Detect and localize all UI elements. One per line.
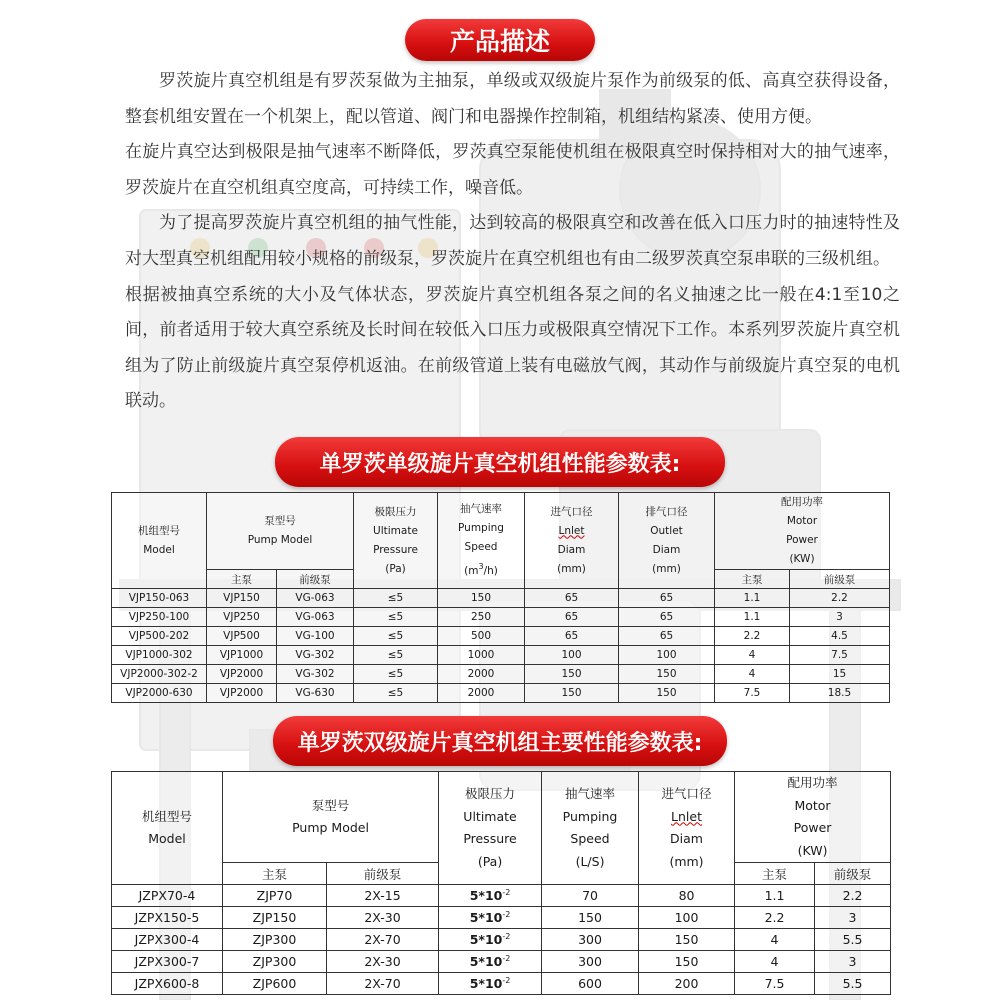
table-cell: ZJP300: [223, 951, 327, 973]
cell-text: 机组型号: [141, 808, 192, 824]
table-cell: [439, 929, 542, 951]
table-cell: ZJP600: [223, 973, 327, 995]
table-cell: 150: [525, 684, 619, 703]
table-cell: 2X-30: [327, 951, 439, 973]
table-cell: 150: [639, 951, 735, 973]
table-cell: 65: [525, 589, 619, 608]
cell-text: 进气口径: [550, 505, 593, 518]
t1-header-outlet: [619, 493, 715, 589]
cell-text: 5*10: [469, 910, 503, 925]
table-cell: 150: [438, 589, 525, 608]
table-cell: 2X-30: [327, 907, 439, 929]
cell-text: 5*10: [469, 888, 503, 903]
table-cell: VG-302: [277, 665, 354, 684]
cell-text: Model: [148, 831, 186, 846]
table2-title-banner: [273, 716, 727, 766]
cell-text: 3: [478, 562, 484, 571]
cell-text: 配用功率: [787, 775, 838, 790]
table-cell: VJP150-063: [112, 589, 207, 608]
cell-text: 机组型号: [138, 524, 180, 537]
table-cell: ≤5: [354, 665, 438, 684]
cell-text: 抽气速率: [565, 786, 616, 801]
table-cell: 4: [735, 929, 815, 951]
table-cell: VJP2000: [207, 684, 277, 703]
cell-text: Diam: [557, 543, 586, 556]
table-cell: [439, 951, 542, 973]
table-cell: VG-063: [277, 589, 354, 608]
table-cell: VJP150: [207, 589, 277, 608]
table-row: [112, 608, 890, 627]
table-cell: 150: [639, 929, 735, 951]
cell-text: Power: [793, 820, 832, 835]
table-cell: VG-302: [277, 646, 354, 665]
cell-text: Speed: [570, 831, 610, 846]
t2-header-speed: [542, 772, 639, 885]
cell-text: 泵型号: [264, 515, 296, 527]
cell-text: 泵型号: [311, 797, 350, 813]
cell-text: (Pa): [477, 853, 503, 869]
table-cell: 70: [542, 885, 639, 907]
t1-header-fore-pump: 前级泵: [277, 570, 354, 589]
cell-text: (mm): [652, 562, 681, 575]
table-cell: 2000: [438, 684, 525, 703]
table-cell: 7.5: [735, 973, 815, 995]
table-cell: 2.2: [715, 627, 790, 646]
table-row: [112, 646, 890, 665]
table-cell: 250: [438, 608, 525, 627]
table-cell: ZJP300: [223, 929, 327, 951]
cell-text: (Pa): [385, 562, 406, 575]
table-cell: 100: [525, 646, 619, 665]
table-cell: ≤5: [354, 589, 438, 608]
table-cell: [439, 973, 542, 995]
table-cell: VG-100: [277, 627, 354, 646]
cell-text: (KW): [797, 842, 828, 858]
table-row: [112, 929, 891, 951]
table-cell: ZJP70: [223, 885, 327, 907]
table-row: [112, 627, 890, 646]
t2-header-power-fore: 前级泵: [815, 863, 891, 885]
table-cell: JZPX150-5: [112, 907, 223, 929]
cell-text: Diam: [652, 543, 681, 556]
table-cell: 4: [715, 646, 790, 665]
table-cell: 2X-70: [327, 929, 439, 951]
table-row: [112, 973, 891, 995]
table-cell: 65: [619, 608, 715, 627]
table-cell: 18.5: [790, 684, 890, 703]
table2-two-stage-specs: [111, 771, 891, 995]
cell-text: Outlet: [650, 524, 683, 537]
table-cell: 2.2: [815, 885, 891, 907]
cell-text: (m: [464, 565, 479, 577]
table-cell: 2000: [438, 665, 525, 684]
table-cell: VG-630: [277, 684, 354, 703]
t2-header-fore-pump: 前级泵: [327, 863, 439, 885]
cell-text: 进气口径: [661, 786, 712, 801]
table-row: [112, 951, 891, 973]
table-cell: VJP250-100: [112, 608, 207, 627]
cell-text: -2: [502, 932, 511, 941]
description-paragraph-2: 在旋片真空达到极限是抽气速率不断降低，罗茨真空泵能使机组在极限真空时保持相对大的抽气速率，罗茨旋片在直空机组真空度高，可持续工作，噪音低。: [125, 142, 900, 198]
t2-header-model: [112, 772, 223, 885]
cell-text: 排气口径: [645, 505, 688, 518]
cell-text: (KW): [789, 553, 815, 565]
table-cell: 300: [542, 951, 639, 973]
cell-text: -2: [502, 976, 511, 985]
table-cell: 65: [619, 589, 715, 608]
table1-single-stage-specs: [111, 492, 890, 703]
cell-text: Lnlet: [671, 808, 702, 824]
product-description: [125, 64, 900, 420]
table1-title: 单罗茨单级旋片真空机组性能参数表:: [319, 451, 681, 477]
t2-header-power-main: 主泵: [735, 863, 815, 885]
t1-header-pump-model: [207, 493, 354, 570]
table-cell: ≤5: [354, 684, 438, 703]
table2-title: 单罗茨双级旋片真空机组主要性能参数表:: [297, 730, 703, 756]
table-cell: VJP2000: [207, 665, 277, 684]
table-cell: VJP2000-302-2: [112, 665, 207, 684]
cell-text: Speed: [464, 541, 498, 553]
table-cell: 2X-70: [327, 973, 439, 995]
t1-header-pressure: [354, 493, 438, 589]
table-cell: 4: [715, 665, 790, 684]
table-cell: 600: [542, 973, 639, 995]
table-cell: JZPX300-4: [112, 929, 223, 951]
table-cell: 5.5: [815, 929, 891, 951]
cell-text: 5*10: [469, 976, 503, 991]
cell-text: Pump Model: [292, 820, 369, 835]
cell-text: -2: [502, 954, 511, 963]
section-title: 产品描述: [449, 27, 550, 56]
table-cell: 7.5: [715, 684, 790, 703]
table-row: [112, 665, 890, 684]
cell-text: Pressure: [463, 831, 517, 846]
table-cell: 15: [790, 665, 890, 684]
t1-header-speed: [438, 493, 525, 589]
table-cell: 1.1: [715, 589, 790, 608]
cell-text: 极限压力: [465, 786, 516, 801]
table-cell: ≤5: [354, 646, 438, 665]
table-cell: ≤5: [354, 608, 438, 627]
table-cell: JZPX300-7: [112, 951, 223, 973]
description-paragraph-1: 罗茨旋片真空机组是有罗茨泵做为主抽泵，单级或双级旋片泵作为前级泵的低、高真空获得设备，整套机组安置在一个机架上，配以管道、阀门和电器操作控制箱，机组结构紧凑、使用方便。: [125, 71, 900, 127]
table-cell: 5.5: [815, 973, 891, 995]
table-cell: 80: [639, 885, 735, 907]
t2-header-inlet: [639, 772, 735, 885]
table-cell: 65: [525, 608, 619, 627]
table-cell: 2.2: [790, 589, 890, 608]
table-cell: 7.5: [790, 646, 890, 665]
table-cell: 3: [815, 951, 891, 973]
cell-text: -2: [502, 910, 511, 919]
table-cell: VJP1000: [207, 646, 277, 665]
table-cell: 1.1: [735, 885, 815, 907]
t2-header-power: [735, 772, 891, 863]
table-cell: 150: [619, 684, 715, 703]
table-cell: 150: [525, 665, 619, 684]
table-cell: JZPX600-8: [112, 973, 223, 995]
t2-header-pressure: [439, 772, 542, 885]
cell-text: (mm): [557, 562, 586, 575]
section-title-banner: [405, 19, 595, 61]
table-cell: 3: [815, 907, 891, 929]
table-cell: [439, 907, 542, 929]
description-paragraph-3: 为了提高罗茨旋片真空机组的抽气性能，达到较高的极限真空和改善在低入口压力时的抽速特性及对大型真空机组配用较小规格的前级泵，罗茨旋片在真空机组也有由二级罗茨真空泵串联的三级机组。: [125, 213, 900, 269]
cell-text: Motor: [794, 797, 831, 813]
cell-text: (mm): [669, 853, 704, 869]
t2-header-main-pump: 主泵: [223, 863, 327, 885]
table-cell: VJP1000-302: [112, 646, 207, 665]
table-row: [112, 589, 890, 608]
cell-text: Pumping: [458, 522, 504, 534]
t1-header-power-fore: 前级泵: [790, 570, 890, 589]
t1-header-power-main: 主泵: [715, 570, 790, 589]
cell-text: Power: [786, 534, 818, 546]
table-cell: ZJP150: [223, 907, 327, 929]
cell-text: 极限压力: [374, 505, 417, 518]
table-cell: 100: [639, 907, 735, 929]
cell-text: Pumping: [562, 808, 618, 824]
table-cell: 3: [790, 608, 890, 627]
t2-header-pump-model: [223, 772, 439, 863]
table-cell: [439, 885, 542, 907]
cell-text: /h): [483, 565, 498, 577]
table-cell: VJP2000-630: [112, 684, 207, 703]
table-cell: 2X-15: [327, 885, 439, 907]
table-cell: 500: [438, 627, 525, 646]
description-paragraph-4: 根据被抽真空系统的大小及气体状态，罗茨旋片真空机组各泵之间的名义抽速之比一般在4:1至10之间，前者适用于较大真空系统及长时间在较低入口压力或极限真空情况下工作。本系列罗茨旋片真空机组为了防止前级旋片真空泵停机返油。在前级管道上装有电磁放气阀，其动作与前级旋片真空泵的电机联动。: [125, 284, 900, 412]
t1-header-model: [112, 493, 207, 589]
table-cell: ≤5: [354, 627, 438, 646]
table-cell: 300: [542, 929, 639, 951]
table-cell: VG-063: [277, 608, 354, 627]
table-row: [112, 907, 891, 929]
cell-text: Model: [143, 543, 175, 556]
table-cell: JZPX70-4: [112, 885, 223, 907]
table-cell: VJP500-202: [112, 627, 207, 646]
cell-text: 配用功率: [781, 496, 823, 508]
table-cell: 150: [542, 907, 639, 929]
cell-text: Pressure: [373, 543, 418, 556]
table-cell: 1000: [438, 646, 525, 665]
table-cell: 100: [619, 646, 715, 665]
cell-text: 抽气速率: [460, 503, 502, 515]
table-row: [112, 885, 891, 907]
table-cell: 150: [619, 665, 715, 684]
table-cell: 2.2: [735, 907, 815, 929]
table-cell: 1.1: [715, 608, 790, 627]
t1-header-main-pump: 主泵: [207, 570, 277, 589]
table-cell: 4: [735, 951, 815, 973]
table-cell: VJP250: [207, 608, 277, 627]
t1-header-inlet: [525, 493, 619, 589]
t1-header-power: [715, 493, 890, 570]
cell-text: Diam: [670, 831, 703, 846]
cell-text: 5*10: [469, 954, 503, 969]
table-cell: 4.5: [790, 627, 890, 646]
table-cell: 65: [619, 627, 715, 646]
cell-text: 5*10: [469, 932, 503, 947]
table1-title-banner: [275, 437, 725, 487]
table-cell: 200: [639, 973, 735, 995]
table-cell: 65: [525, 627, 619, 646]
cell-text: (L/S): [575, 853, 605, 869]
table-cell: VJP500: [207, 627, 277, 646]
cell-text: Motor: [786, 515, 818, 527]
cell-text: Ultimate: [373, 524, 418, 537]
cell-text: Ultimate: [463, 808, 517, 824]
cell-text: [438, 557, 524, 581]
cell-text: -2: [502, 888, 511, 897]
cell-text: Lnlet: [558, 524, 585, 537]
cell-text: Pump Model: [247, 534, 313, 546]
table-row: [112, 684, 890, 703]
